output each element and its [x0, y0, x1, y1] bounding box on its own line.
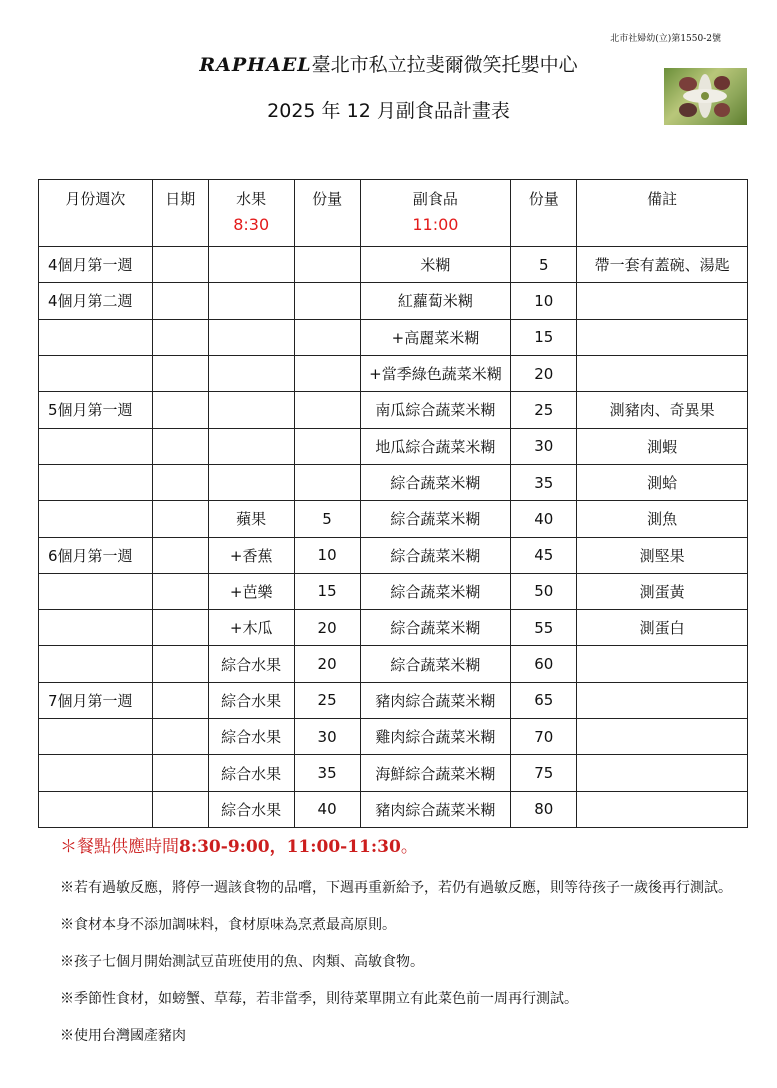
note-seven-months: ※孩子七個月開始測試豆苗班使用的魚、肉類、高敏食物。: [60, 954, 424, 970]
fruit-cell: +香蕉: [208, 537, 294, 573]
table-row: [39, 428, 748, 464]
org-title: [0, 50, 777, 77]
note-allergy: ※若有過敏反應，將停一週該食物的品嚐，下週再重新給予，若仍有過敏反應，則等待孩子一歲後再行測試。: [60, 880, 732, 896]
table-row: [39, 319, 748, 355]
notes-cell: [577, 791, 748, 827]
header-food: [360, 180, 511, 247]
table-body: [39, 247, 748, 828]
food-cell: 地瓜綜合蔬菜米糊: [360, 428, 511, 464]
header-date: 日期: [152, 180, 208, 247]
date-cell: [152, 247, 208, 283]
week-cell: [39, 355, 153, 391]
table-row: [39, 755, 748, 791]
week-cell: [39, 573, 153, 609]
date-cell: [152, 646, 208, 682]
notes-cell: 測蛤: [577, 464, 748, 500]
food-cell: +當季綠色蔬菜米糊: [360, 355, 511, 391]
food-time: 11:00: [412, 215, 459, 234]
week-cell: [39, 501, 153, 537]
license-number: 北市社婦幼(立)第1550-2號: [610, 34, 721, 44]
food-portion-cell: 40: [511, 501, 577, 537]
food-cell: 豬肉綜合蔬菜米糊: [360, 682, 511, 718]
fruit-cell: [208, 355, 294, 391]
date-cell: [152, 719, 208, 755]
food-cell: 綜合蔬菜米糊: [360, 610, 511, 646]
fruit-portion-cell: 20: [294, 646, 360, 682]
table-row: [39, 646, 748, 682]
notes-cell: [577, 646, 748, 682]
food-cell: 綜合蔬菜米糊: [360, 537, 511, 573]
fruit-time: 8:30: [233, 215, 270, 234]
food-cell: +高麗菜米糊: [360, 319, 511, 355]
table-row: [39, 355, 748, 391]
food-portion-cell: 65: [511, 682, 577, 718]
table-row: [39, 283, 748, 319]
week-cell: 6個月第一週: [39, 537, 153, 573]
notes-section: [60, 832, 750, 1062]
date-cell: [152, 682, 208, 718]
food-cell: 南瓜綜合蔬菜米糊: [360, 392, 511, 428]
date-cell: [152, 501, 208, 537]
fruit-portion-cell: [294, 392, 360, 428]
brand-name: RAPHAEL: [199, 54, 312, 76]
week-cell: 5個月第一週: [39, 392, 153, 428]
notes-cell: [577, 283, 748, 319]
food-portion-cell: 5: [511, 247, 577, 283]
plan-month: 12: [346, 100, 371, 122]
fruit-cell: [208, 319, 294, 355]
meal-time-note: [60, 832, 750, 857]
date-cell: [152, 755, 208, 791]
food-portion-cell: 75: [511, 755, 577, 791]
fruit-portion-cell: [294, 428, 360, 464]
notes-cell: 測蛋白: [577, 610, 748, 646]
date-cell: [152, 319, 208, 355]
table-row: [39, 247, 748, 283]
meal-times: 8:30-9:00，11:00-11:30: [179, 837, 401, 857]
food-portion-cell: 50: [511, 573, 577, 609]
meal-end: 。: [400, 837, 418, 857]
week-cell: [39, 610, 153, 646]
fruit-cell: [208, 283, 294, 319]
week-cell: [39, 791, 153, 827]
fruit-portion-cell: [294, 283, 360, 319]
fruit-portion-cell: [294, 247, 360, 283]
plan-month-suffix: 月副食品計畫表: [376, 100, 510, 122]
date-cell: [152, 610, 208, 646]
fruit-cell: [208, 464, 294, 500]
fruit-cell: [208, 428, 294, 464]
notes-cell: [577, 319, 748, 355]
food-portion-cell: 70: [511, 719, 577, 755]
table-header-row: [39, 180, 748, 247]
fruit-cell: +木瓜: [208, 610, 294, 646]
table-row: [39, 682, 748, 718]
fruit-portion-cell: [294, 355, 360, 391]
meal-prefix: ＊餐點供應時間: [60, 837, 179, 857]
fruit-portion-cell: 20: [294, 610, 360, 646]
fruit-portion-cell: 35: [294, 755, 360, 791]
food-cell: 豬肉綜合蔬菜米糊: [360, 791, 511, 827]
week-cell: 4個月第一週: [39, 247, 153, 283]
fruit-cell: [208, 247, 294, 283]
fruit-cell: 綜合水果: [208, 755, 294, 791]
fruit-cell: 蘋果: [208, 501, 294, 537]
fruit-cell: 綜合水果: [208, 646, 294, 682]
food-portion-cell: 60: [511, 646, 577, 682]
table-row: [39, 501, 748, 537]
date-cell: [152, 791, 208, 827]
date-cell: [152, 573, 208, 609]
date-cell: [152, 355, 208, 391]
week-cell: 4個月第二週: [39, 283, 153, 319]
header-fruit-portion: 份量: [294, 180, 360, 247]
food-cell: 綜合蔬菜米糊: [360, 464, 511, 500]
fruit-portion-cell: 10: [294, 537, 360, 573]
food-cell: 米糊: [360, 247, 511, 283]
note-seasoning: ※食材本身不添加調味料，食材原味為烹煮最高原則。: [60, 917, 396, 933]
fruit-cell: [208, 392, 294, 428]
table-row: [39, 791, 748, 827]
table-row: [39, 573, 748, 609]
food-cell: 綜合蔬菜米糊: [360, 573, 511, 609]
food-portion-cell: 45: [511, 537, 577, 573]
plan-year: 2025: [267, 100, 316, 122]
food-portion-cell: 15: [511, 319, 577, 355]
week-cell: [39, 755, 153, 791]
header-food-portion: 份量: [511, 180, 577, 247]
header-food-label: 副食品: [412, 190, 458, 208]
date-cell: [152, 283, 208, 319]
food-cell: 綜合蔬菜米糊: [360, 646, 511, 682]
header-notes: 備註: [577, 180, 748, 247]
fruit-portion-cell: 15: [294, 573, 360, 609]
food-plan-table: [38, 179, 748, 828]
notes-cell: 帶一套有蓋碗、湯匙: [577, 247, 748, 283]
food-portion-cell: 25: [511, 392, 577, 428]
notes-cell: 測蛋黃: [577, 573, 748, 609]
header-fruit-label: 水果: [236, 190, 267, 208]
fruit-portion-cell: 5: [294, 501, 360, 537]
food-portion-cell: 10: [511, 283, 577, 319]
food-portion-cell: 20: [511, 355, 577, 391]
note-pork: ※使用台灣國產豬肉: [60, 1028, 186, 1044]
week-cell: [39, 464, 153, 500]
fruit-portion-cell: 40: [294, 791, 360, 827]
week-cell: [39, 719, 153, 755]
plan-title: [0, 96, 777, 123]
notes-cell: 測魚: [577, 501, 748, 537]
fruit-portion-cell: 30: [294, 719, 360, 755]
food-cell: 海鮮綜合蔬菜米糊: [360, 755, 511, 791]
date-cell: [152, 464, 208, 500]
fruit-portion-cell: 25: [294, 682, 360, 718]
food-portion-cell: 35: [511, 464, 577, 500]
notes-cell: 測蝦: [577, 428, 748, 464]
week-cell: [39, 428, 153, 464]
table-row: [39, 392, 748, 428]
date-cell: [152, 392, 208, 428]
fruit-cell: 綜合水果: [208, 719, 294, 755]
notes-cell: [577, 355, 748, 391]
plan-year-suffix: 年: [321, 100, 341, 122]
food-cell: 紅蘿蔔米糊: [360, 283, 511, 319]
week-cell: [39, 319, 153, 355]
table-row: [39, 719, 748, 755]
date-cell: [152, 537, 208, 573]
week-cell: [39, 646, 153, 682]
notes-cell: 測豬肉、奇異果: [577, 392, 748, 428]
date-cell: [152, 428, 208, 464]
table-row: [39, 610, 748, 646]
fruit-portion-cell: [294, 319, 360, 355]
week-cell: 7個月第一週: [39, 682, 153, 718]
notes-cell: [577, 755, 748, 791]
notes-cell: [577, 682, 748, 718]
food-portion-cell: 55: [511, 610, 577, 646]
notes-cell: [577, 719, 748, 755]
note-seasonal: ※季節性食材，如螃蟹、草莓，若非當季，則待菜單開立有此菜色前一周再行測試。: [60, 991, 578, 1007]
header-week: 月份週次: [39, 180, 153, 247]
flower-photo: [664, 68, 747, 125]
notes-cell: 測堅果: [577, 537, 748, 573]
flower-image: [664, 68, 747, 125]
food-cell: 雞肉綜合蔬菜米糊: [360, 719, 511, 755]
fruit-cell: 綜合水果: [208, 682, 294, 718]
fruit-portion-cell: [294, 464, 360, 500]
table-row: [39, 537, 748, 573]
fruit-cell: 綜合水果: [208, 791, 294, 827]
table-row: [39, 464, 748, 500]
header-fruit: [208, 180, 294, 247]
food-portion-cell: 80: [511, 791, 577, 827]
food-portion-cell: 30: [511, 428, 577, 464]
fruit-cell: +芭樂: [208, 573, 294, 609]
food-cell: 綜合蔬菜米糊: [360, 501, 511, 537]
org-name: 臺北市私立拉斐爾微笑托嬰中心: [311, 54, 578, 76]
